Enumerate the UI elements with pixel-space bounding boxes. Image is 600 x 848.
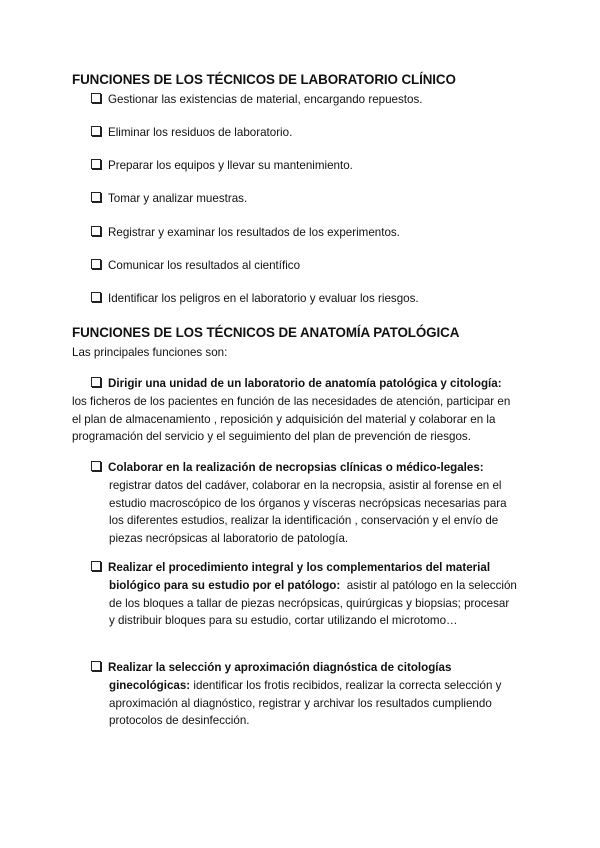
- list-item: Realizar el procedimiento integral y los complementarios del material biológico para su estudio por el patólogo: asistir al patólogo en la selección de los bloques a tallar de piezas necrópsicas, quirúrgicas y biopsias; procesar y distribuir bloques para su estudio, cortar utilizando el microtomo…: [91, 559, 517, 630]
- list-item: Realizar la selección y aproximación diagnóstica de citologías ginecológicas: identificar los frotis recibidos, realizar la correcta selección y aproximación al diagnóstico, registrar y archivar los resultados cumpliendo protocolos de desinfección.: [91, 659, 525, 730]
- checkbox-bullet-icon: [91, 159, 101, 169]
- list-item: Identificar los peligros en el laboratorio y evaluar los riesgos.: [91, 292, 419, 306]
- checkbox-bullet-icon: [91, 377, 101, 387]
- checkbox-bullet-icon: [91, 292, 101, 302]
- checkbox-bullet-icon: [91, 126, 101, 136]
- section-intro: Las principales funciones son:: [72, 346, 228, 359]
- checkbox-bullet-icon: [91, 461, 101, 471]
- section-title-anatomia: FUNCIONES DE LOS TÉCNICOS DE ANATOMÍA PATOLÓGICA: [72, 325, 460, 340]
- list-item: Registrar y examinar los resultados de los experimentos.: [91, 226, 400, 240]
- checkbox-bullet-icon: [91, 93, 101, 103]
- checkbox-bullet-icon: [91, 226, 101, 236]
- list-item: Tomar y analizar muestras.: [91, 192, 247, 206]
- list-item: Gestionar las existencias de material, encargando repuestos.: [91, 93, 423, 107]
- list-item: Comunicar los resultados al científico: [91, 259, 300, 273]
- checkbox-bullet-icon: [91, 259, 101, 269]
- section-title-laboratorio: FUNCIONES DE LOS TÉCNICOS DE LABORATORIO CLÍNICO: [72, 72, 456, 87]
- list-item: Preparar los equipos y llevar su mantenimiento.: [91, 159, 353, 173]
- list-item: Dirigir una unidad de un laboratorio de anatomía patológica y citología: los ficheros de los pacientes en función de las necesidades de atención, participar en el plan de almacenamiento , reposición y adquisición del material y colaborar en la programación del servicio y el seguimiento del plan de prevención de riesgos.: [72, 377, 511, 444]
- checkbox-bullet-icon: [91, 192, 101, 202]
- list-item: Colaborar en la realización de necropsias clínicas o médico-legales: registrar datos del cadáver, colaborar en la necropsia, asistir al forense en el estudio macroscópico de los órganos y vísceras necrópsicas necesarias para los diferentes estudios, realizar la identificación , conservación y el envío de piezas necrópsicas al laboratorio de patología.: [91, 459, 523, 548]
- checkbox-bullet-icon: [91, 561, 101, 571]
- checkbox-bullet-icon: [91, 661, 101, 671]
- list-item: Eliminar los residuos de laboratorio.: [91, 126, 292, 140]
